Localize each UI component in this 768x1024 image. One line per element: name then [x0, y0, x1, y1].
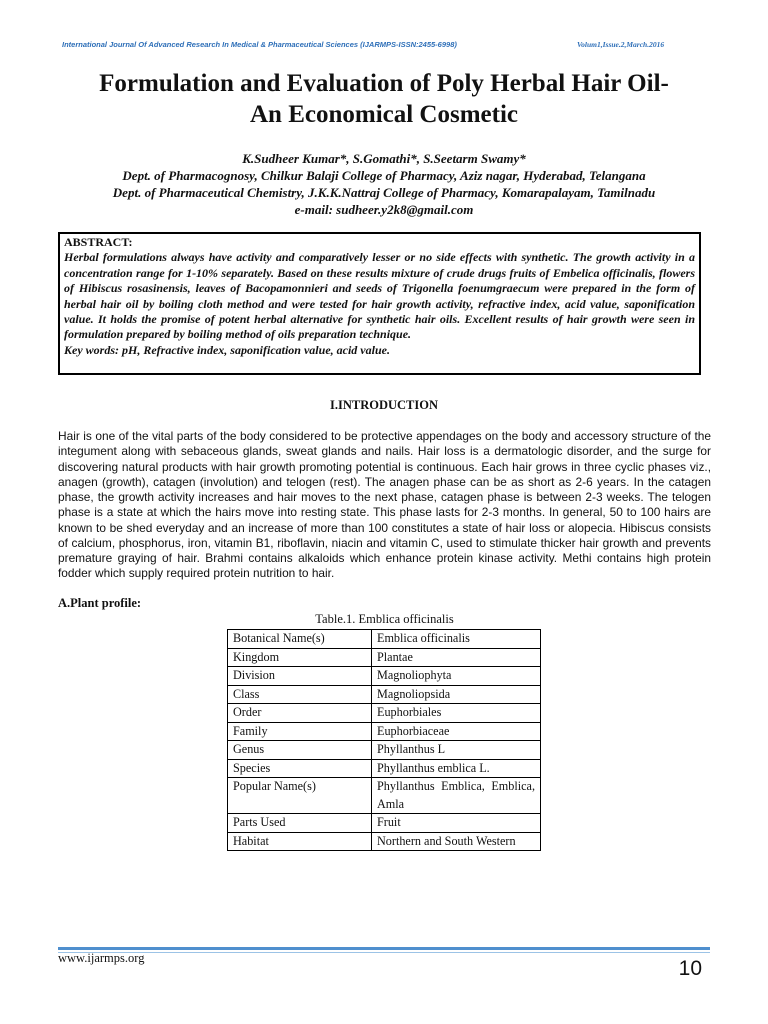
- table-cell-value: Emblica officinalis: [372, 630, 541, 649]
- table-cell-label: Genus: [228, 741, 372, 760]
- keywords: Key words: pH, Refractive index, saponification value, acid value.: [64, 342, 390, 357]
- table-cell-label: Class: [228, 685, 372, 704]
- table-caption: Table.1. Emblica officinalis: [315, 612, 454, 626]
- journal-name: International Journal Of Advanced Research In Medical & Pharmaceutical Sciences (IJARMPS-ISSN:2455-6998): [62, 40, 457, 49]
- table-row: [228, 685, 541, 704]
- table-cell-value: Euphorbiaceae: [372, 722, 541, 741]
- footer-rule: [58, 947, 710, 950]
- affiliation-2: Dept. of Pharmaceutical Chemistry, J.K.K.Nattraj College of Pharmacy, Komarapalayam, Tamilnadu: [112, 185, 656, 200]
- section-heading-introduction: I.INTRODUCTION: [329, 398, 438, 412]
- footer-website: www.ijarmps.org: [58, 951, 145, 965]
- table-row: [228, 741, 541, 760]
- table-row: [228, 704, 541, 723]
- table-cell-value: Euphorbiales: [372, 704, 541, 723]
- author-block: [40, 150, 728, 218]
- table-cell-label: Species: [228, 759, 372, 778]
- table-row: [228, 759, 541, 778]
- table-cell-value: Magnoliopsida: [372, 685, 541, 704]
- title-line-1: Formulation and Evaluation of Poly Herbal Hair Oil-: [99, 70, 669, 97]
- paper-title: [40, 68, 728, 130]
- table-cell-label: Order: [228, 704, 372, 723]
- table-cell-label: Parts Used: [228, 814, 372, 833]
- table-cell-value: Phyllanthus emblica L.: [372, 759, 541, 778]
- affiliation-1: Dept. of Pharmacognosy, Chilkur Balaji College of Pharmacy, Aziz nagar, Hyderabad, Telangana: [122, 168, 646, 183]
- table-cell-label: Kingdom: [228, 648, 372, 667]
- table-cell-value: Plantae: [372, 648, 541, 667]
- table-cell-label: Family: [228, 722, 372, 741]
- table-cell-label: Popular Name(s): [228, 778, 372, 814]
- table-cell-label: Division: [228, 667, 372, 686]
- page-number: 10: [678, 957, 702, 980]
- table-cell-value: Phyllanthus Emblica, Emblica, Amla: [372, 778, 541, 814]
- introduction-paragraph: Hair is one of the vital parts of the body considered to be protective appendages on the body and accessory structure of the integument along with sebaceous glands, sweat glands and nails. Hair loss is a dermatologic disorder, and the surge for discovering natural products with hair growth promoting potential is continuous. Each hair grows in three cyclic phases viz., anagen (growth), catagen (involution) and telogen (rest). The anagen phase can be as short as 2-6 years. In the catagen phase, the growth activity increases and hair moves to the next phase, catagen phase is between 2-3 weeks. The telogen phase is a state at which the hairs move into resting state. This phase lasts for 2-3 months. In general, 50 to 100 hairs are known to be shed everyday and an increase of more than 100 constitutes a state of hair loss or alopecia. Hibiscus consists of calcium, phosphorus, iron, vitamin B1, riboflavin, niacin and vitamin C, used to stimulate thicker hair growth and prevents premature graying of hair. Brahmi contains alkaloids which enhance protein kinase activity. Methi contains high protein fodder which supply required protein nutrition to hair.: [58, 429, 711, 581]
- table-row: [228, 722, 541, 741]
- table-cell-value: Phyllanthus L: [372, 741, 541, 760]
- table-cell-value: Northern and South Western: [372, 832, 541, 851]
- table-cell-label: Habitat: [228, 832, 372, 851]
- author-names: K.Sudheer Kumar*, S.Gomathi*, S.Seetarm Swamy*: [242, 151, 526, 166]
- abstract-text: Herbal formulations always have activity and comparatively lesser or no side effects with synthetic. The growth activity in a concentration range for 1-10% separately. Based on these results mixture of crude drugs fruits of Embelica officinalis, flowers of Hibiscus rosasinensis, leaves of Bacopamonnieri and seeds of Trigonella foenumgraecum were prepared in the form of herbal hair oil by boiling cloth method and were tested for hair growth activity, refractive index, acid value, saponification value. It holds the promise of potent herbal alternative for synthetic hair oils. Excellent results of hair growth were seen in formulation prepared by boiling method of oils preparation technique.: [64, 250, 695, 342]
- table-row: [228, 648, 541, 667]
- table-cell-value: Magnoliophyta: [372, 667, 541, 686]
- table-row: [228, 832, 541, 851]
- volume-info: Volum1,Issue.2,March.2016: [577, 40, 665, 49]
- table-row: [228, 778, 541, 814]
- footer-rule-thin: [58, 952, 710, 953]
- author-email: e-mail: sudheer.y2k8@gmail.com: [294, 202, 474, 217]
- plant-profile-heading: A.Plant profile:: [58, 596, 142, 610]
- title-line-2: An Economical Cosmetic: [249, 101, 519, 128]
- table-cell-value: Fruit: [372, 814, 541, 833]
- journal-header: [62, 40, 702, 49]
- table-row: [228, 667, 541, 686]
- table-row: [228, 814, 541, 833]
- table-cell-label: Botanical Name(s): [228, 630, 372, 649]
- plant-profile-table: [227, 629, 541, 851]
- abstract-box: [58, 232, 701, 375]
- table-row: [228, 630, 541, 649]
- abstract-heading: ABSTRACT:: [64, 235, 133, 249]
